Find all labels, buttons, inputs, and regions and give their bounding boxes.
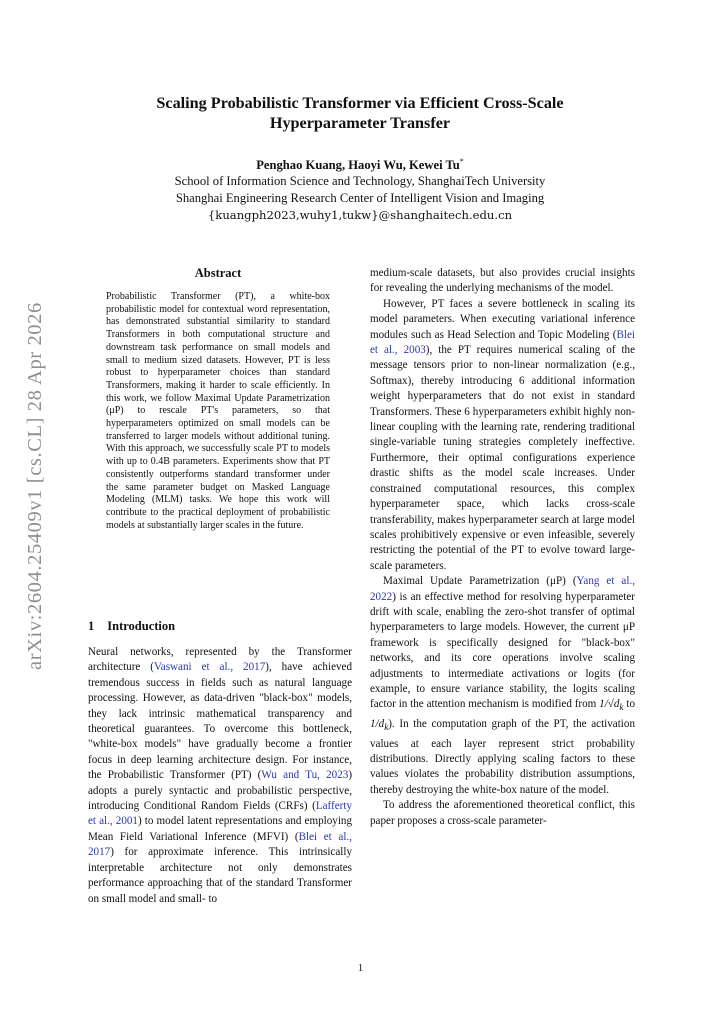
arxiv-stamp: arXiv:2604.25409v1 [cs.CL] 28 Apr 2026 — [24, 302, 46, 670]
citation-link[interactable]: Lafferty et al., 2001 — [88, 800, 352, 828]
text-run: ). In the computation graph of the PT, the activation values at each layer represent strict probability distributions. Directly applying scaling factors to these values violates the probability distribution assumptions, thereby destroying the white-box nature of the model. — [370, 718, 635, 796]
affiliations — [90, 173, 630, 224]
affiliation-1: School of Information Science and Technology, ShanghaiTech University — [174, 174, 546, 188]
author-names: Penghao Kuang, Haoyi Wu, Kewei Tu — [256, 158, 460, 173]
abstract-heading: Abstract — [194, 266, 242, 280]
intro-paragraph-1-continued: medium-scale datasets, but also provides crucial insights for revealing the underlying mechanisms of the model. — [370, 267, 635, 295]
text-run: ), have achieved tremendous success in fields such as natural language processing. However, as data-driven "black-box" models, they lack intrinsic mathematical transparency and theoretical guarantees. To overcome this bottleneck, "white-box models" have gradually become a frontier focus in deep learning architecture design. For instance, the Probabilistic Transformer (PT) ( — [88, 661, 353, 782]
introduction-right-column — [370, 266, 635, 829]
text-run: ) adopts a purely syntactic and probabilistic perspective, introducing Conditional Random Fields (CRFs) ( — [88, 769, 353, 813]
citation-link[interactable]: Blei et al., 2017 — [88, 830, 352, 859]
text-run: ), the PT requires numerical scaling of the message tensors prior to non-linear normalization (e.g., Softmax), thereby introducing 6 additional information weight hyperparameters that do not exist in standard Transformers. These 6 hyperparameters exhibit highly non-linear coupling with the learning rate, rendering traditional single-variable tuning strategies completely ineffective. Furthermore, their optimal configurations experience drastic shifts as the model scale increases. Under constrained computational resources, this complex hyperparameter space, which lacks cross-scale transferability, makes hyperparameter search at large model scales prohibitively expensive or even infeasible, severely restricting the potential of the PT to evolve toward large-scale parameters. — [370, 344, 636, 572]
intro-paragraph-3 — [370, 574, 635, 798]
citation-link[interactable]: Vaswani et al., 2017 — [154, 661, 266, 674]
citation-link[interactable]: Blei et al., 2003 — [370, 328, 635, 357]
author-footnote-mark: * — [459, 157, 464, 166]
section-number: 1 — [88, 619, 95, 633]
text-run: to — [623, 698, 636, 711]
introduction-left-column — [88, 645, 352, 907]
intro-paragraph-1 — [88, 645, 352, 907]
author-emails: {kuangph2023,wuhy1,tukw}@shanghaitech.edu.cn — [207, 208, 513, 222]
title-line-1: Scaling Probabilistic Transformer via Efficient Cross-Scale — [156, 94, 564, 112]
text-run: ) to model latent representations and employing Mean Field Variational Inference (MFVI) ( — [88, 815, 352, 843]
intro-paragraph-2 — [370, 297, 635, 574]
section-heading-introduction — [88, 619, 175, 634]
intro-paragraph-4: To address the aforementioned theoretical conflict, this paper proposes a cross-scale parameter- — [370, 799, 635, 827]
text-run: Neural networks, represented by the Transformer architecture ( — [88, 646, 352, 674]
citation-link[interactable]: Wu and Tu, 2023 — [261, 769, 349, 782]
page-number: 1 — [357, 962, 364, 974]
title-line-2: Hyperparameter Transfer — [269, 114, 451, 132]
abstract-text: Probabilistic Transformer (PT), a white-box probabilistic model for contextual word representation, has demonstrated substantial similarity to standard Transformers in both computational structure and downstream task performance on small models and small to medium sized datasets. However, PT is less robust to hyperparameter choices than standard Transformers, making it harder to scale efficiently. In this work, we follow Maximal Update Parametrization (μP) to rescale PT's parameters, so that hyperparameters optimized on small models can be transferred to larger models without additional tuning. With this approach, we successfully scale PT to models with up to 0.4B parameters. Experiments show that PT consistently outperforms standard transformer under the same parameter budget on Masked Language Modeling (MLM) tasks. We hope this work will contribute to the practical deployment of probabilistic models at substantially larger scales in the future. — [106, 291, 330, 531]
text-run: Maximal Update Parametrization (μP) ( — [383, 575, 577, 588]
affiliation-2: Shanghai Engineering Research Center of Intelligent Vision and Imaging — [175, 191, 545, 205]
text-run: However, PT faces a severe bottleneck in scaling its model parameters. When executing variational inference modules such as Head Selection and Topic Modeling ( — [370, 297, 635, 341]
math-inline: $1/d_k$ — [370, 718, 389, 734]
paper-title — [90, 93, 630, 133]
author-list — [90, 154, 630, 173]
citation-link[interactable]: Yang et al., 2022 — [370, 575, 635, 603]
text-run: ) for approximate inference. This intrinsically interpretable architecture not only demonstrates performance approaching that of the standard Transformer on small model and small- to — [88, 846, 352, 905]
section-title: Introduction — [107, 619, 176, 633]
text-run: ) is an effective method for resolving hyperparameter drift with scale, enabling the zero-shot transfer of optimal hyperparameters to large models. However, the current μP framework is specifically designed for "black-box" networks, and its core operations involve scaling adjustments to intermediate activations or logits (for example, to ensure variance stability, the logits scaling factor in the attention mechanism is modified from — [370, 590, 635, 711]
math-inline: $1/√d_k$ — [599, 698, 624, 714]
